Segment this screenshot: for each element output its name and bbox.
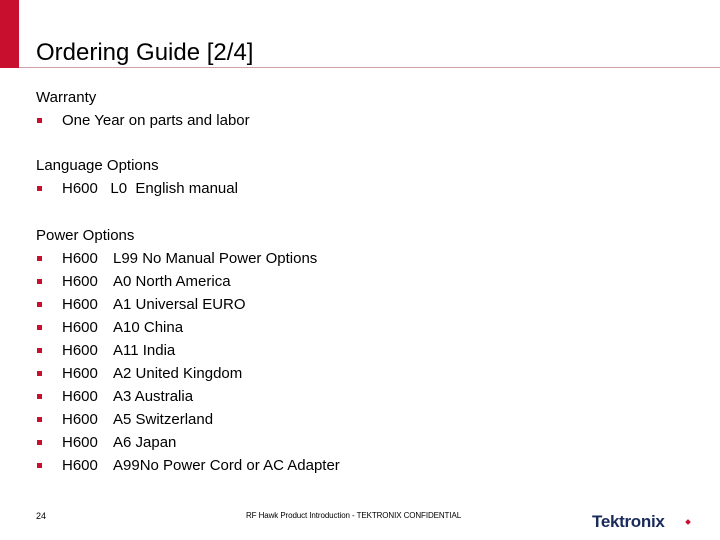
option-text: A5 Switzerland bbox=[113, 411, 214, 428]
footer-confidential: RF Hawk Product Introduction - TEKTRONIX CONFIDENTIAL bbox=[246, 511, 462, 520]
list-item bbox=[36, 431, 340, 454]
bullet-icon bbox=[36, 186, 62, 191]
warranty-heading: Warranty bbox=[36, 89, 97, 106]
option-text: A99No Power Cord or AC Adapter bbox=[113, 457, 340, 474]
language-text: H600 L0 English manual bbox=[62, 180, 238, 197]
model-code: H600 bbox=[62, 434, 98, 451]
option-text: A6 Japan bbox=[113, 434, 177, 451]
model-code: H600 bbox=[62, 388, 98, 405]
bullet-icon bbox=[36, 394, 62, 399]
list-item bbox=[36, 177, 238, 200]
list-item bbox=[36, 109, 250, 132]
list-item bbox=[36, 270, 340, 293]
list-item bbox=[36, 385, 340, 408]
model-code: H600 bbox=[62, 273, 98, 290]
model-code: H600 bbox=[62, 365, 98, 382]
bullet-icon bbox=[36, 279, 62, 284]
warranty-text: One Year on parts and labor bbox=[62, 112, 250, 129]
model-code: H600 bbox=[62, 411, 98, 428]
page-title: Ordering Guide [2/4] bbox=[36, 39, 254, 66]
language-section bbox=[36, 154, 238, 200]
power-heading: Power Options bbox=[36, 227, 135, 244]
list-item bbox=[36, 408, 340, 431]
list-item bbox=[36, 316, 340, 339]
list-item bbox=[36, 247, 340, 270]
bullet-icon bbox=[36, 325, 62, 330]
model-code: H600 bbox=[62, 457, 98, 474]
language-list bbox=[36, 177, 238, 200]
list-item bbox=[36, 362, 340, 385]
list-item bbox=[36, 339, 340, 362]
bullet-icon bbox=[36, 302, 62, 307]
option-text: A11 India bbox=[113, 342, 176, 359]
bullet-icon bbox=[36, 371, 62, 376]
model-code: H600 bbox=[62, 342, 98, 359]
language-heading: Language Options bbox=[36, 157, 159, 174]
option-text: A3 Australia bbox=[113, 388, 194, 405]
warranty-section bbox=[36, 86, 250, 132]
option-text: A1 Universal EURO bbox=[113, 296, 246, 313]
bullet-icon bbox=[36, 417, 62, 422]
warranty-list bbox=[36, 109, 250, 132]
option-text: A10 China bbox=[113, 319, 184, 336]
model-code: H600 bbox=[62, 296, 98, 313]
accent-bar bbox=[0, 0, 19, 68]
page-number: 24 bbox=[36, 511, 47, 521]
model-code: H600 bbox=[62, 250, 98, 267]
bullet-icon bbox=[36, 463, 62, 468]
list-item bbox=[36, 454, 340, 477]
model-code: H600 bbox=[62, 319, 98, 336]
list-item bbox=[36, 293, 340, 316]
logo-dot bbox=[685, 519, 691, 525]
option-text: L99 No Manual Power Options bbox=[113, 250, 318, 267]
bullet-icon bbox=[36, 440, 62, 445]
bullet-icon bbox=[36, 118, 62, 123]
power-list bbox=[36, 247, 340, 477]
logo-wordmark: Tektronix bbox=[592, 512, 665, 531]
bullet-icon bbox=[36, 256, 62, 261]
option-text: A2 United Kingdom bbox=[113, 365, 243, 382]
tektronix-logo bbox=[591, 511, 691, 533]
option-text: A0 North America bbox=[113, 273, 231, 290]
power-section bbox=[36, 224, 340, 477]
bullet-icon bbox=[36, 348, 62, 353]
